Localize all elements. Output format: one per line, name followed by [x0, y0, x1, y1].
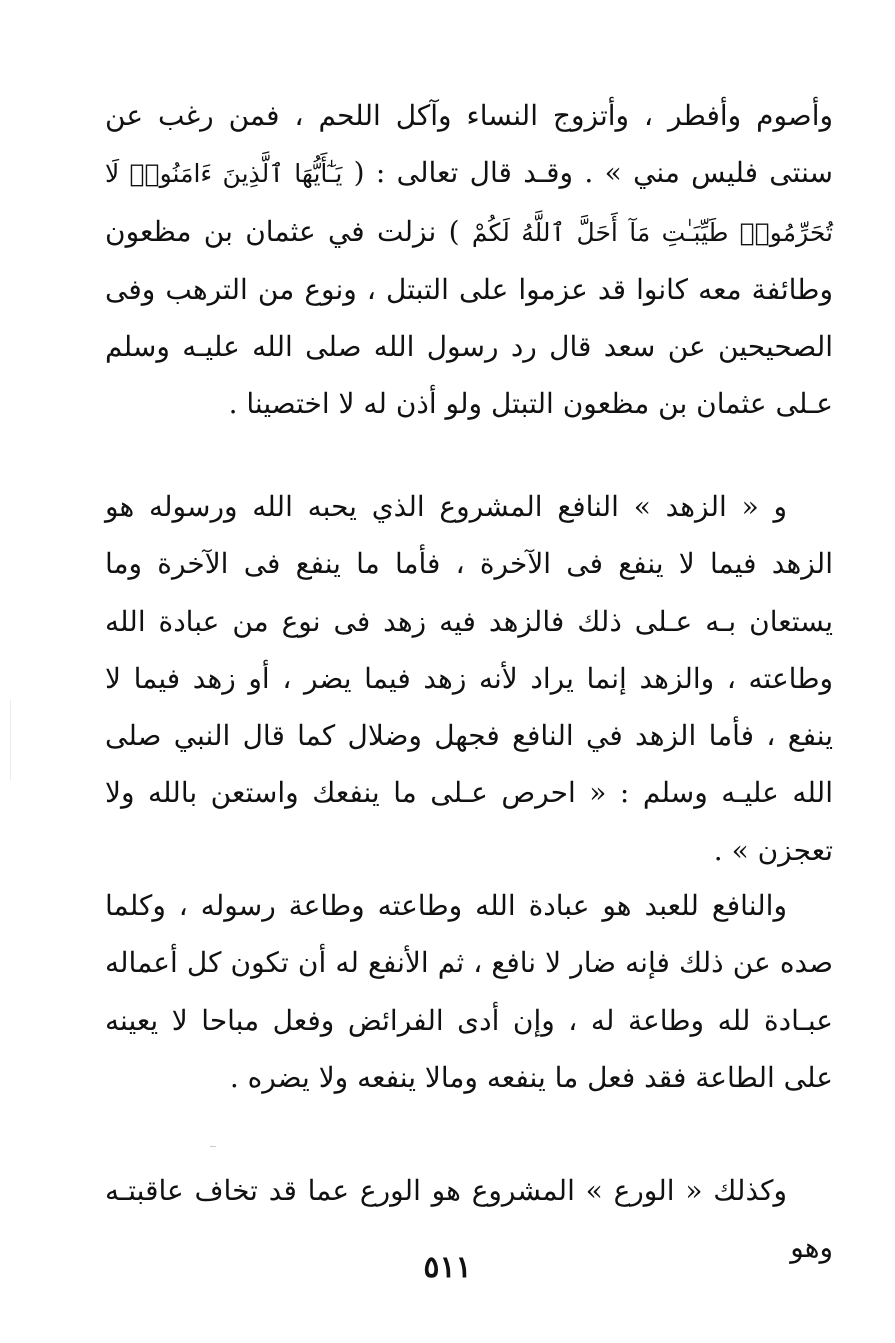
paragraph-1-text-after: ) نزلت في عثمان بن مظعون وطائفة معه كانوا قد عزموا على التبتل ، ونوع من الترهب وفى الصحيحين عن سعد قال رد رسول الله صلى الله عليـه وسلم عـلى عثمان بن مظعون التبتل ولو أذن له لا اختصينا .	[105, 214, 833, 421]
paragraph-3	[105, 877, 833, 1106]
paragraph-3-text: والنافع للعبد هو عبادة الله وطاعته وطاعة رسوله ، وكلما صده عن ذلك فإنه ضار لا نافع ، ثم الأنفع له أن تكون كل أعماله عبـادة لله وطاعة له ، وإن أدى الفرائض وفعل مباحا لا يعينه على الطاعة فقد فعل ما ينفعه ومالا ينفعه ولا يضره .	[105, 889, 833, 1094]
paragraph-4-text: وكذلك « الورع » المشروع هو الورع عما قد تخاف عاقبتـه وهو	[105, 1174, 833, 1265]
paragraph-2	[105, 478, 833, 879]
paragraph-1-text-before: وأصوم وأفطر ، وأتزوج النساء وآكل اللحم ، فمن رغب عن سنتى فليس مني » . وقـد قال تعالى : (	[105, 99, 833, 190]
paragraph-1	[105, 87, 833, 433]
scan-speck	[210, 1146, 216, 1147]
page-number: ٥١١	[423, 1250, 472, 1285]
scan-edge-shadow	[10, 700, 11, 780]
quran-verse: يَـٰٓأَيُّهَا ٱلَّذِينَ ءَامَنُوا۟ لَا تُحَرِّمُوا۟ طَيِّبَـٰتِ مَآ أَحَلَّ ٱللَّهُ لَكُمْ	[105, 159, 833, 247]
paragraph-2-text: و « الزهد » النافع المشروع الذي يحبه الله ورسوله هو الزهد فيما لا ينفع فى الآخرة ، فأما ما ينفع فى الآخرة وما يستعان بـه عـلى ذلك فالزهد فيه زهد فى نوع من عبادة الله وطاعته ، والزهد إنما يراد لأنه زهد فيما يضر ، أو زهد فيما لا ينفع ، فأما الزهد في النافع فجهل وضلال كما قال النبي صلى الله عليـه وسلم : « احرص عـلى ما ينفعك واستعن بالله ولا تعجزن » .	[105, 490, 833, 867]
